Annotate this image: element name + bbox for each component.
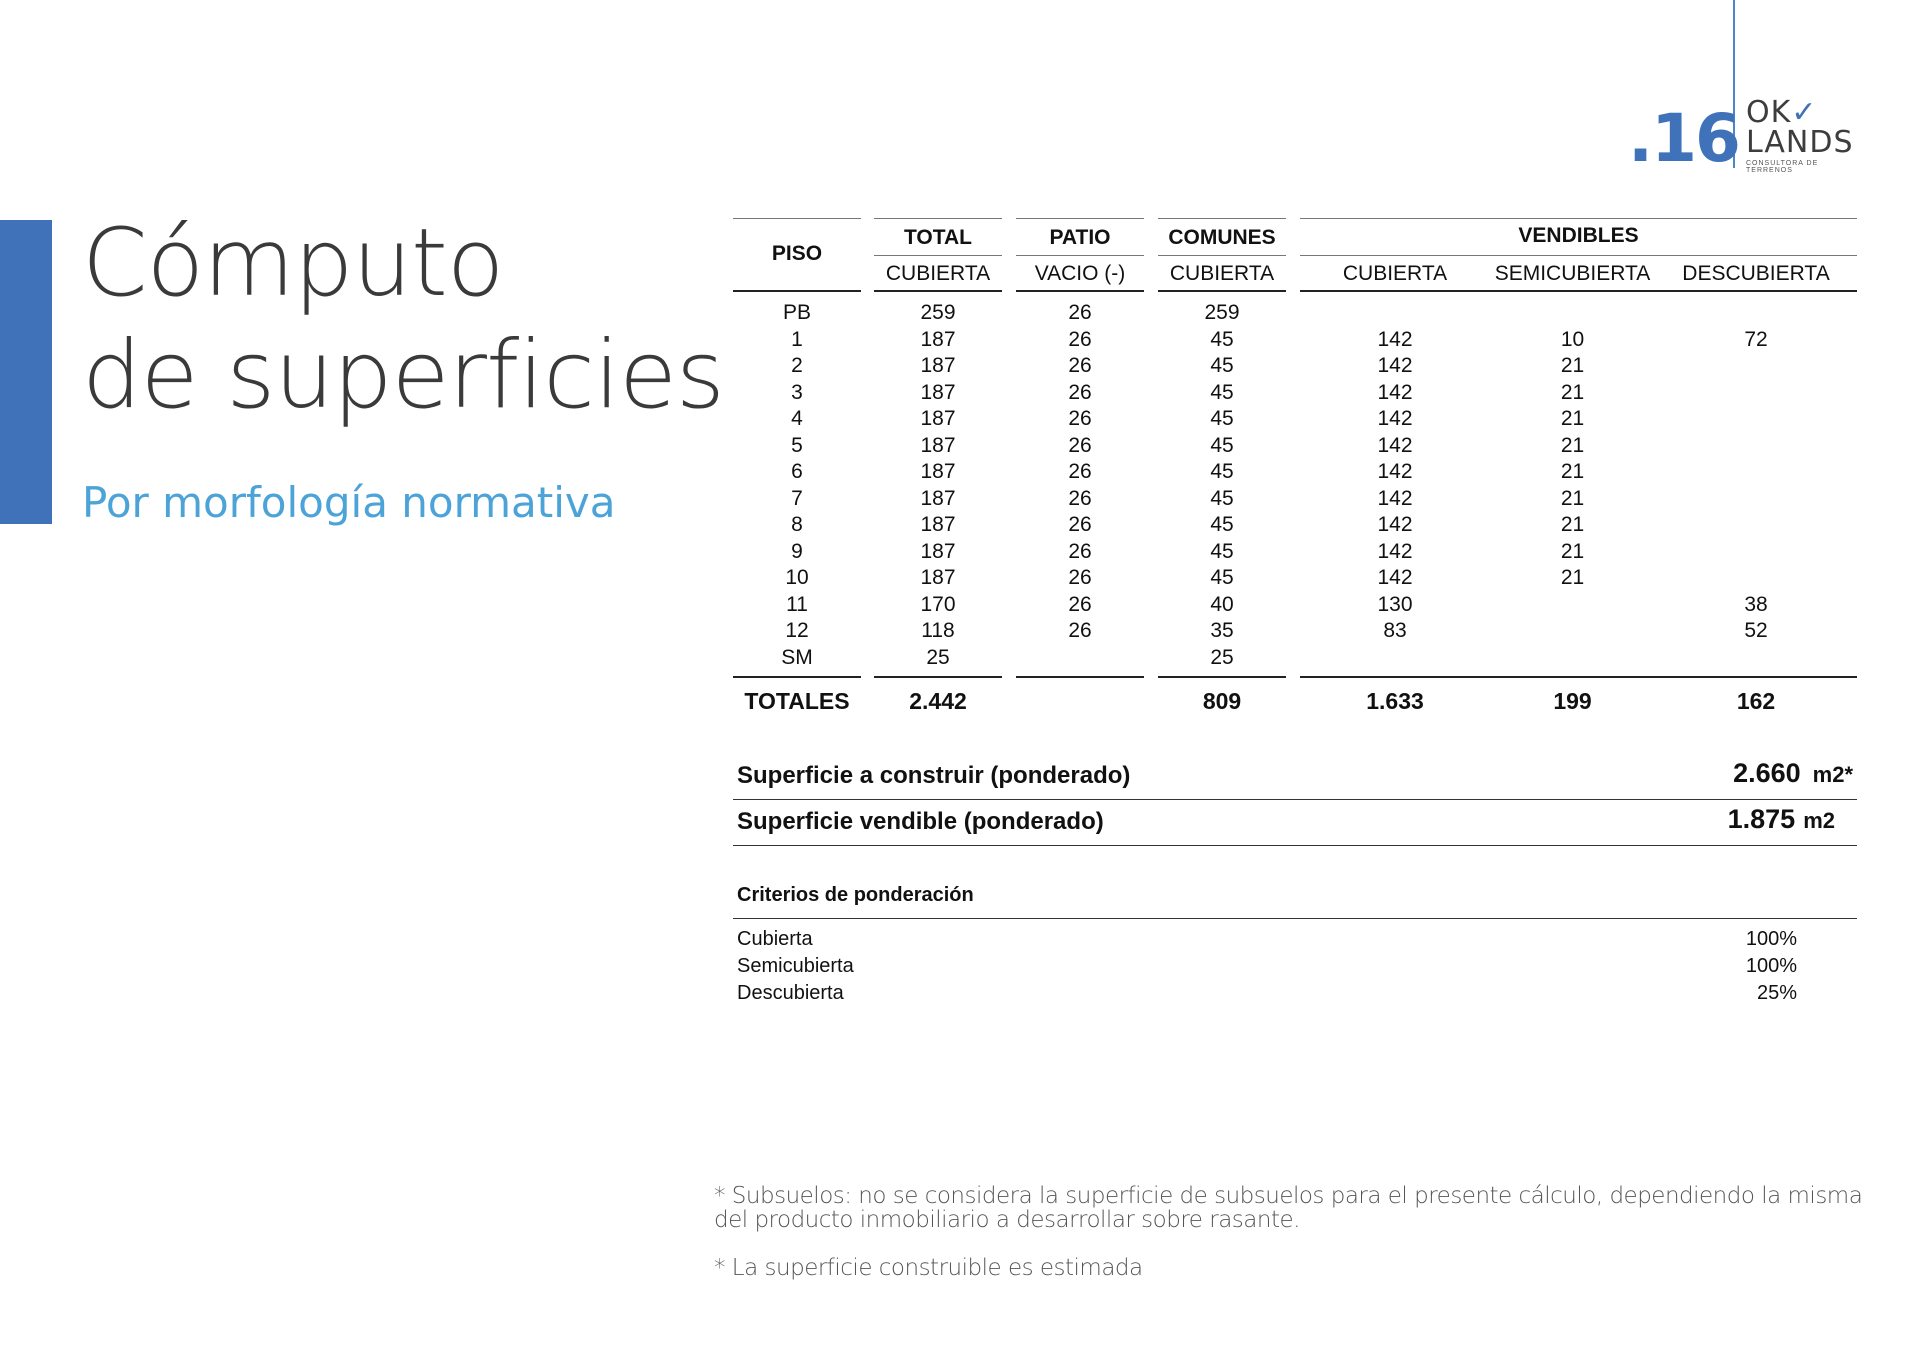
totals-vend-semicubierta: 199 (1553, 688, 1592, 714)
cell-patio: 26 (1068, 301, 1092, 324)
summary-divider-2 (733, 845, 1857, 846)
cell-vend-cubierta: 142 (1377, 433, 1413, 457)
cell-total: 187 (920, 486, 956, 510)
cell-vend-descubierta: 38 (1744, 592, 1768, 616)
cell-comunes: 35 (1210, 619, 1234, 642)
cell-vend-cubierta: 142 (1377, 513, 1413, 536)
title-line1: Cómputo (82, 209, 504, 318)
cell-piso: 1 (791, 327, 803, 351)
vendible-value: 1.875 (1727, 804, 1796, 834)
page-title (82, 208, 724, 432)
cell-comunes: 45 (1210, 327, 1234, 351)
header-piso (733, 218, 861, 292)
cell-comunes: 259 (1204, 301, 1240, 324)
header-vendibles (1300, 218, 1857, 292)
cell-patio: 26 (1068, 380, 1092, 404)
cell-total: 187 (920, 539, 956, 563)
cell-piso: 4 (791, 407, 803, 430)
cell-total: 187 (920, 566, 956, 589)
vendible-label: Superficie vendible (ponderado) (737, 808, 1104, 835)
cell-vend-semicubierta: 21 (1560, 380, 1585, 404)
table-row (733, 539, 1857, 566)
summary-vendible (733, 804, 1857, 842)
table-row (733, 592, 1857, 619)
cell-total: 187 (920, 433, 956, 457)
cell-total: 187 (920, 327, 956, 351)
cell-comunes: 45 (1210, 566, 1234, 589)
totals-row (733, 681, 1857, 721)
criterio-pct: 25% (1756, 982, 1797, 1004)
header-vend-cubierta: CUBIERTA (1342, 262, 1448, 285)
cell-patio: 26 (1068, 592, 1092, 616)
criterio-name: Descubierta (737, 982, 844, 1004)
table-row (733, 406, 1857, 433)
table-row (733, 353, 1857, 380)
cell-vend-cubierta: 142 (1377, 380, 1413, 404)
cell-comunes: 45 (1210, 486, 1234, 510)
totals-total: 2.442 (909, 688, 967, 714)
cell-patio: 26 (1068, 619, 1092, 642)
construir-label: Superficie a construir (ponderado) (737, 762, 1131, 789)
cell-vend-semicubierta: 10 (1560, 327, 1585, 351)
cell-vend-cubierta: 142 (1377, 460, 1413, 483)
cell-piso: 10 (785, 566, 809, 589)
cell-comunes: 45 (1210, 539, 1234, 563)
cell-comunes: 45 (1210, 380, 1234, 404)
cell-piso: SM (781, 645, 813, 669)
criterio-pct: 100% (1745, 955, 1797, 977)
cell-vend-semicubierta: 21 (1560, 433, 1585, 457)
cell-piso: 7 (791, 486, 803, 510)
header-total-label: TOTAL (903, 226, 973, 249)
cell-total: 25 (926, 645, 950, 669)
totals-comunes: 809 (1202, 688, 1242, 714)
accent-bar (0, 220, 52, 524)
cell-patio: 26 (1068, 566, 1092, 589)
cell-piso: 3 (791, 380, 803, 404)
note-estimada: * La superficie construible es estimada (714, 1255, 1143, 1281)
header-patio-sub: VACIO (-) (1034, 262, 1126, 285)
table-row (733, 618, 1857, 645)
cell-vend-semicubierta: 21 (1560, 539, 1585, 563)
header-comunes-sub: CUBIERTA (1169, 262, 1275, 285)
cell-piso: 5 (791, 433, 803, 457)
cell-total: 118 (921, 619, 955, 642)
cell-vend-semicubierta: 21 (1560, 513, 1585, 536)
header-vend-semicubierta: SEMICUBIERTA (1494, 262, 1651, 285)
cell-vend-descubierta: 72 (1744, 327, 1768, 351)
cell-comunes: 45 (1210, 460, 1234, 483)
table-body (733, 300, 1857, 671)
header-vendibles-label: VENDIBLES (1518, 224, 1639, 247)
cell-vend-semicubierta: 21 (1560, 354, 1585, 377)
cell-vend-cubierta: 142 (1377, 539, 1413, 563)
header-total (874, 218, 1002, 292)
logo-line1: OK (1746, 95, 1792, 130)
header-vend-descubierta: DESCUBIERTA (1682, 262, 1830, 285)
criterio-name: Semicubierta (737, 955, 854, 977)
table-row (733, 459, 1857, 486)
cell-piso: 12 (785, 619, 809, 642)
header-patio (1016, 218, 1144, 292)
totals-vend-cubierta: 1.633 (1366, 688, 1424, 714)
criterios-title: Criterios de ponderación (737, 884, 974, 906)
criterio-pct: 100% (1745, 928, 1797, 950)
cell-piso: 2 (791, 354, 803, 377)
table-row (733, 645, 1857, 672)
logo-tagline: CONSULTORA DE TERRENOS (1746, 160, 1819, 174)
cell-comunes: 45 (1210, 354, 1234, 377)
cell-comunes: 45 (1210, 433, 1234, 457)
summary-divider-1 (733, 799, 1857, 800)
cell-comunes: 25 (1210, 645, 1234, 669)
page-number: .16 (1628, 100, 1739, 177)
cell-vend-cubierta: 142 (1377, 327, 1413, 351)
cell-vend-descubierta: 52 (1744, 619, 1768, 642)
cell-patio: 26 (1068, 513, 1092, 536)
cell-patio: 26 (1068, 354, 1092, 377)
construir-unit: m2* (1812, 762, 1853, 787)
construir-value: 2.660 (1733, 758, 1801, 788)
cell-total: 170 (920, 592, 956, 616)
table-row (733, 512, 1857, 539)
vendible-unit: m2 (1803, 808, 1835, 833)
cell-comunes: 45 (1210, 513, 1234, 536)
cell-piso: 8 (791, 513, 803, 536)
cell-vend-semicubierta: 21 (1560, 566, 1585, 589)
cell-vend-cubierta: 83 (1383, 619, 1407, 642)
cell-patio: 26 (1068, 460, 1092, 483)
criterios-divider (733, 918, 1857, 919)
table-row (733, 565, 1857, 592)
cell-total: 187 (920, 460, 956, 483)
oklands-logo (1746, 95, 1866, 174)
cell-vend-semicubierta: 21 (1560, 460, 1585, 483)
cell-patio: 26 (1068, 486, 1092, 510)
cell-total: 187 (920, 354, 956, 377)
cell-vend-cubierta: 130 (1377, 592, 1413, 616)
cell-total: 187 (920, 380, 956, 404)
title-line2: de superficies (82, 321, 724, 430)
cell-piso: 11 (786, 592, 808, 616)
cell-patio: 26 (1068, 433, 1092, 457)
table-row (733, 300, 1857, 327)
table-row (733, 327, 1857, 354)
cell-vend-cubierta: 142 (1377, 486, 1413, 510)
cell-comunes: 40 (1210, 592, 1234, 616)
header-patio-label: PATIO (1049, 226, 1111, 249)
header-comunes (1158, 218, 1286, 292)
cell-vend-cubierta: 142 (1377, 354, 1413, 377)
summary-construir (733, 758, 1857, 796)
cell-vend-cubierta: 142 (1377, 566, 1413, 589)
table-row (733, 433, 1857, 460)
table-row (733, 380, 1857, 407)
page-subtitle: Por morfología normativa (82, 478, 616, 527)
cell-comunes: 45 (1210, 407, 1234, 430)
header-comunes-label: COMUNES (1168, 226, 1276, 249)
cell-piso: 6 (791, 460, 803, 483)
cell-vend-semicubierta: 21 (1560, 486, 1585, 510)
cell-piso: PB (782, 301, 811, 324)
cell-patio: 26 (1068, 539, 1092, 563)
note-subsuelos: * Subsuelos: no se considera la superficie de subsuelos para el presente cálculo, dependiendo la misma del producto inmobiliario a desarrollar sobre rasante. (714, 1183, 1863, 1233)
logo-line2: LANDS (1746, 125, 1854, 160)
totals-label: TOTALES (744, 688, 850, 714)
check-icon: ✓ (1791, 95, 1818, 130)
cell-total: 187 (920, 513, 956, 536)
cell-vend-cubierta: 142 (1377, 407, 1413, 430)
cell-piso: 9 (791, 539, 803, 563)
cell-patio: 26 (1068, 327, 1092, 351)
cell-total: 259 (920, 301, 956, 324)
cell-vend-semicubierta: 21 (1560, 407, 1585, 430)
cell-patio: 26 (1068, 407, 1092, 430)
criterio-name: Cubierta (737, 928, 813, 950)
table-row (733, 486, 1857, 513)
totals-vend-descubierta: 162 (1736, 688, 1776, 714)
header-piso-label: PISO (771, 242, 823, 265)
cell-total: 187 (920, 407, 956, 430)
header-total-sub: CUBIERTA (885, 262, 991, 285)
